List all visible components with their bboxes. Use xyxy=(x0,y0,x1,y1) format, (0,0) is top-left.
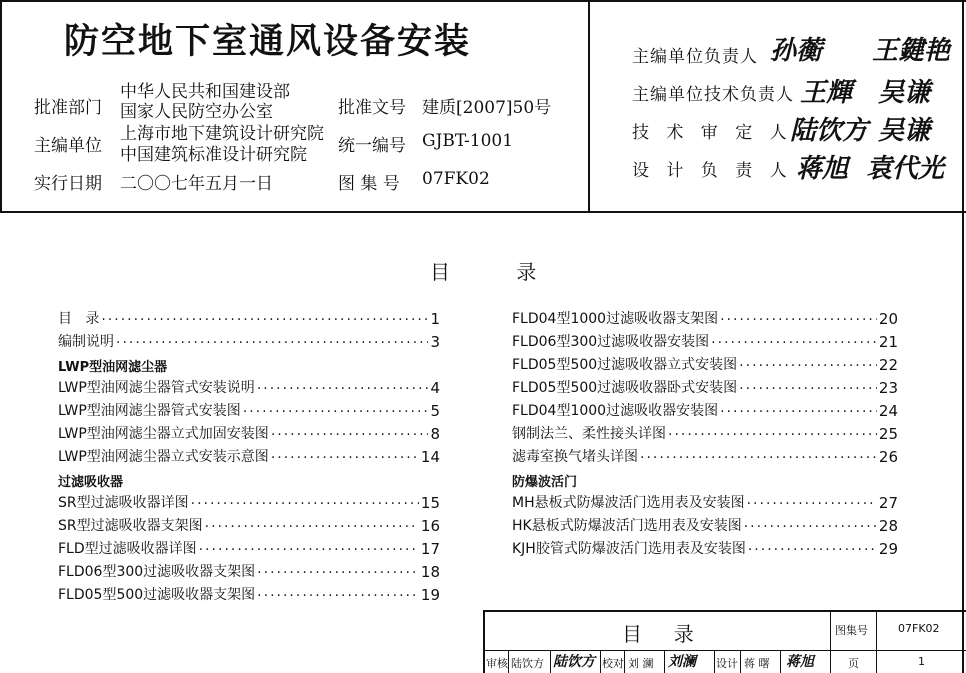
signature-design-head-2: 袁代光 xyxy=(866,154,945,184)
frame-left xyxy=(0,0,2,212)
role-design-head: 设 计 负 责 人 xyxy=(632,161,788,181)
toc-entry-label: FLD05型500过滤吸收器立式安装图 xyxy=(512,357,738,373)
effective-date-value: 二〇〇七年五月一日 xyxy=(120,174,273,194)
toc-entry-page: 17 xyxy=(420,540,440,558)
tb-atlas-no-label: 图集号 xyxy=(835,624,868,637)
toc-title: 目 录 xyxy=(430,260,567,284)
toc-leader-dots xyxy=(744,519,877,535)
toc-entry-page: 27 xyxy=(878,494,898,512)
toc-entry[interactable] xyxy=(512,375,898,397)
toc-entry-page: 1 xyxy=(430,310,440,328)
toc-leader-dots xyxy=(271,427,429,443)
chief-unit-label: 主编单位 xyxy=(34,136,102,156)
toc-leader-dots xyxy=(205,519,419,535)
toc-entry[interactable] xyxy=(512,421,898,443)
atlas-no-value: 07FK02 xyxy=(422,169,490,189)
effective-date-label: 实行日期 xyxy=(34,174,102,194)
toc-entry[interactable] xyxy=(58,306,440,328)
toc-entry[interactable] xyxy=(58,375,440,397)
toc-entry-label: 滤毒室换气堵头详图 xyxy=(512,449,638,465)
signature-technical-reviewer-2: 吴谦 xyxy=(878,116,931,146)
atlas-no-label: 图 集 号 xyxy=(338,174,400,194)
toc-section-heading: 过滤吸收器 xyxy=(58,475,124,490)
toc-section-heading: LWP型油网滤尘器 xyxy=(58,360,168,375)
toc-entry[interactable] xyxy=(58,559,440,581)
toc-entry-page: 3 xyxy=(430,333,440,351)
frame-right xyxy=(962,0,964,673)
signature-chief-unit-head-2: 王鍵艳 xyxy=(872,36,951,66)
toc-entry[interactable] xyxy=(512,444,898,466)
tb-atlas-no-value: 07FK02 xyxy=(898,622,940,635)
toc-leader-dots xyxy=(747,496,877,512)
header-bottom-rule xyxy=(0,211,966,213)
role-chief-unit-head: 主编单位负责人 xyxy=(632,47,758,67)
toc-entry-page: 15 xyxy=(420,494,440,512)
chief-unit-line-1: 上海市地下建筑设计研究院 xyxy=(120,124,324,144)
tb-page-label: 页 xyxy=(848,657,859,670)
approval-doc-label: 批准文号 xyxy=(338,98,406,118)
approval-dept-label: 批准部门 xyxy=(34,98,102,118)
toc-entry-page: 23 xyxy=(878,379,898,397)
signature-technical-head-1: 王輝 xyxy=(800,78,853,108)
unified-no-label: 统一编号 xyxy=(338,136,406,156)
header-divider xyxy=(588,0,590,212)
toc-entry-label: SR型过滤吸收器支架图 xyxy=(58,518,203,534)
toc-entry-label: HK悬板式防爆波活门选用表及安装图 xyxy=(512,518,742,534)
toc-entry[interactable] xyxy=(58,490,440,512)
toc-entry-label: 编制说明 xyxy=(58,334,114,350)
toc-entry[interactable] xyxy=(58,444,440,466)
toc-entry[interactable] xyxy=(58,513,440,535)
tb-check-signature: 刘澜 xyxy=(668,654,696,670)
toc-leader-dots xyxy=(668,427,877,443)
signature-chief-unit-head-1: 孙蘅 xyxy=(770,36,823,66)
approval-doc-value: 建质[2007]50号 xyxy=(422,98,552,118)
toc-section-heading: 防爆波活门 xyxy=(512,475,578,490)
tb-review-name: 陆饮方 xyxy=(511,657,544,670)
toc-entry-label: 目 录 xyxy=(58,311,100,327)
toc-entry-label: LWP型油网滤尘器管式安装说明 xyxy=(58,380,255,396)
toc-entry[interactable] xyxy=(512,306,898,328)
tb-design-name: 蒋 曙 xyxy=(744,657,770,670)
toc-entry-label: 钢制法兰、柔性接头详图 xyxy=(512,426,666,442)
toc-entry-page: 26 xyxy=(878,448,898,466)
toc-leader-dots xyxy=(257,381,429,397)
role-technical-reviewer: 技 术 审 定 人 xyxy=(632,123,788,143)
toc-entry-label: MH悬板式防爆波活门选用表及安装图 xyxy=(512,495,745,511)
unified-no-value: GJBT-1001 xyxy=(422,131,514,151)
signature-technical-reviewer-1: 陆饮方 xyxy=(790,116,869,146)
toc-entry-page: 22 xyxy=(878,356,898,374)
sheet-title: 目 录 xyxy=(622,622,694,646)
chief-unit-line-2: 中国建筑标准设计研究院 xyxy=(120,145,307,165)
toc-entry-label: LWP型油网滤尘器管式安装图 xyxy=(58,403,241,419)
toc-entry-page: 20 xyxy=(878,310,898,328)
toc-entry-page: 29 xyxy=(878,540,898,558)
toc-entry-label: LWP型油网滤尘器立式加固安装图 xyxy=(58,426,269,442)
toc-entry-label: LWP型油网滤尘器立式安装示意图 xyxy=(58,449,269,465)
role-technical-head: 主编单位技术负责人 xyxy=(632,85,794,105)
toc-leader-dots xyxy=(191,496,419,512)
tb-check-label: 校对 xyxy=(602,657,624,670)
tb-review-label: 审核 xyxy=(486,657,508,670)
toc-entry[interactable] xyxy=(58,582,440,604)
toc-leader-dots xyxy=(243,404,429,420)
toc-entry[interactable] xyxy=(58,421,440,443)
toc-leader-dots xyxy=(116,335,428,351)
toc-entry-label: FLD04型1000过滤吸收器支架图 xyxy=(512,311,719,327)
toc-entry[interactable] xyxy=(512,398,898,420)
toc-leader-dots xyxy=(748,542,877,558)
toc-leader-dots xyxy=(257,565,419,581)
toc-entry[interactable] xyxy=(512,513,898,535)
tb-review-signature: 陆饮方 xyxy=(553,654,595,670)
tb-design-signature: 蒋旭 xyxy=(786,654,814,670)
toc-leader-dots xyxy=(739,381,877,397)
toc-entry[interactable] xyxy=(58,536,440,558)
atlas-title: 防空地下室通风设备安装 xyxy=(64,22,472,62)
toc-entry-page: 25 xyxy=(878,425,898,443)
toc-entry-label: FLD06型300过滤吸收器支架图 xyxy=(58,564,256,580)
toc-entry-page: 8 xyxy=(430,425,440,443)
toc-entry-page: 28 xyxy=(878,517,898,535)
toc-entry-label: FLD型过滤吸收器详图 xyxy=(58,541,197,557)
toc-entry-page: 4 xyxy=(430,379,440,397)
toc-entry-page: 18 xyxy=(420,563,440,581)
toc-entry[interactable] xyxy=(512,352,898,374)
toc-entry-label: SR型过滤吸收器详图 xyxy=(58,495,189,511)
toc-entry-page: 19 xyxy=(420,586,440,604)
toc-leader-dots xyxy=(739,358,877,374)
toc-entry-page: 16 xyxy=(420,517,440,535)
toc-entry-page: 21 xyxy=(878,333,898,351)
tb-design-label: 设计 xyxy=(716,657,738,670)
toc-entry[interactable] xyxy=(512,490,898,512)
toc-leader-dots xyxy=(101,312,428,328)
toc-entry-label: FLD06型300过滤吸收器安装图 xyxy=(512,334,710,350)
toc-entry-label: FLD05型500过滤吸收器支架图 xyxy=(58,587,256,603)
toc-leader-dots xyxy=(271,450,419,466)
toc-leader-dots xyxy=(711,335,877,351)
toc-leader-dots xyxy=(720,404,877,420)
tb-page-value: 1 xyxy=(918,655,925,668)
toc-leader-dots xyxy=(720,312,877,328)
signature-technical-head-2: 吴谦 xyxy=(878,78,931,108)
toc-entry[interactable] xyxy=(58,398,440,420)
approval-dept-line-2: 国家人民防空办公室 xyxy=(120,102,273,122)
toc-entry[interactable] xyxy=(512,536,898,558)
toc-entry-page: 24 xyxy=(878,402,898,420)
toc-entry[interactable] xyxy=(58,329,440,351)
toc-leader-dots xyxy=(199,542,419,558)
toc-entry-label: FLD05型500过滤吸收器卧式安装图 xyxy=(512,380,738,396)
toc-leader-dots xyxy=(640,450,877,466)
toc-entry-label: KJH胶管式防爆波活门选用表及安装图 xyxy=(512,541,746,557)
tb-check-name: 刘 澜 xyxy=(628,657,654,670)
toc-entry-page: 5 xyxy=(430,402,440,420)
signature-design-head-1: 蒋旭 xyxy=(796,154,849,184)
toc-entry-page: 14 xyxy=(420,448,440,466)
frame-top xyxy=(0,0,966,2)
approval-dept-line-1: 中华人民共和国建设部 xyxy=(120,82,290,102)
toc-leader-dots xyxy=(257,588,419,604)
toc-entry-label: FLD04型1000过滤吸收器安装图 xyxy=(512,403,719,419)
toc-entry[interactable] xyxy=(512,329,898,351)
